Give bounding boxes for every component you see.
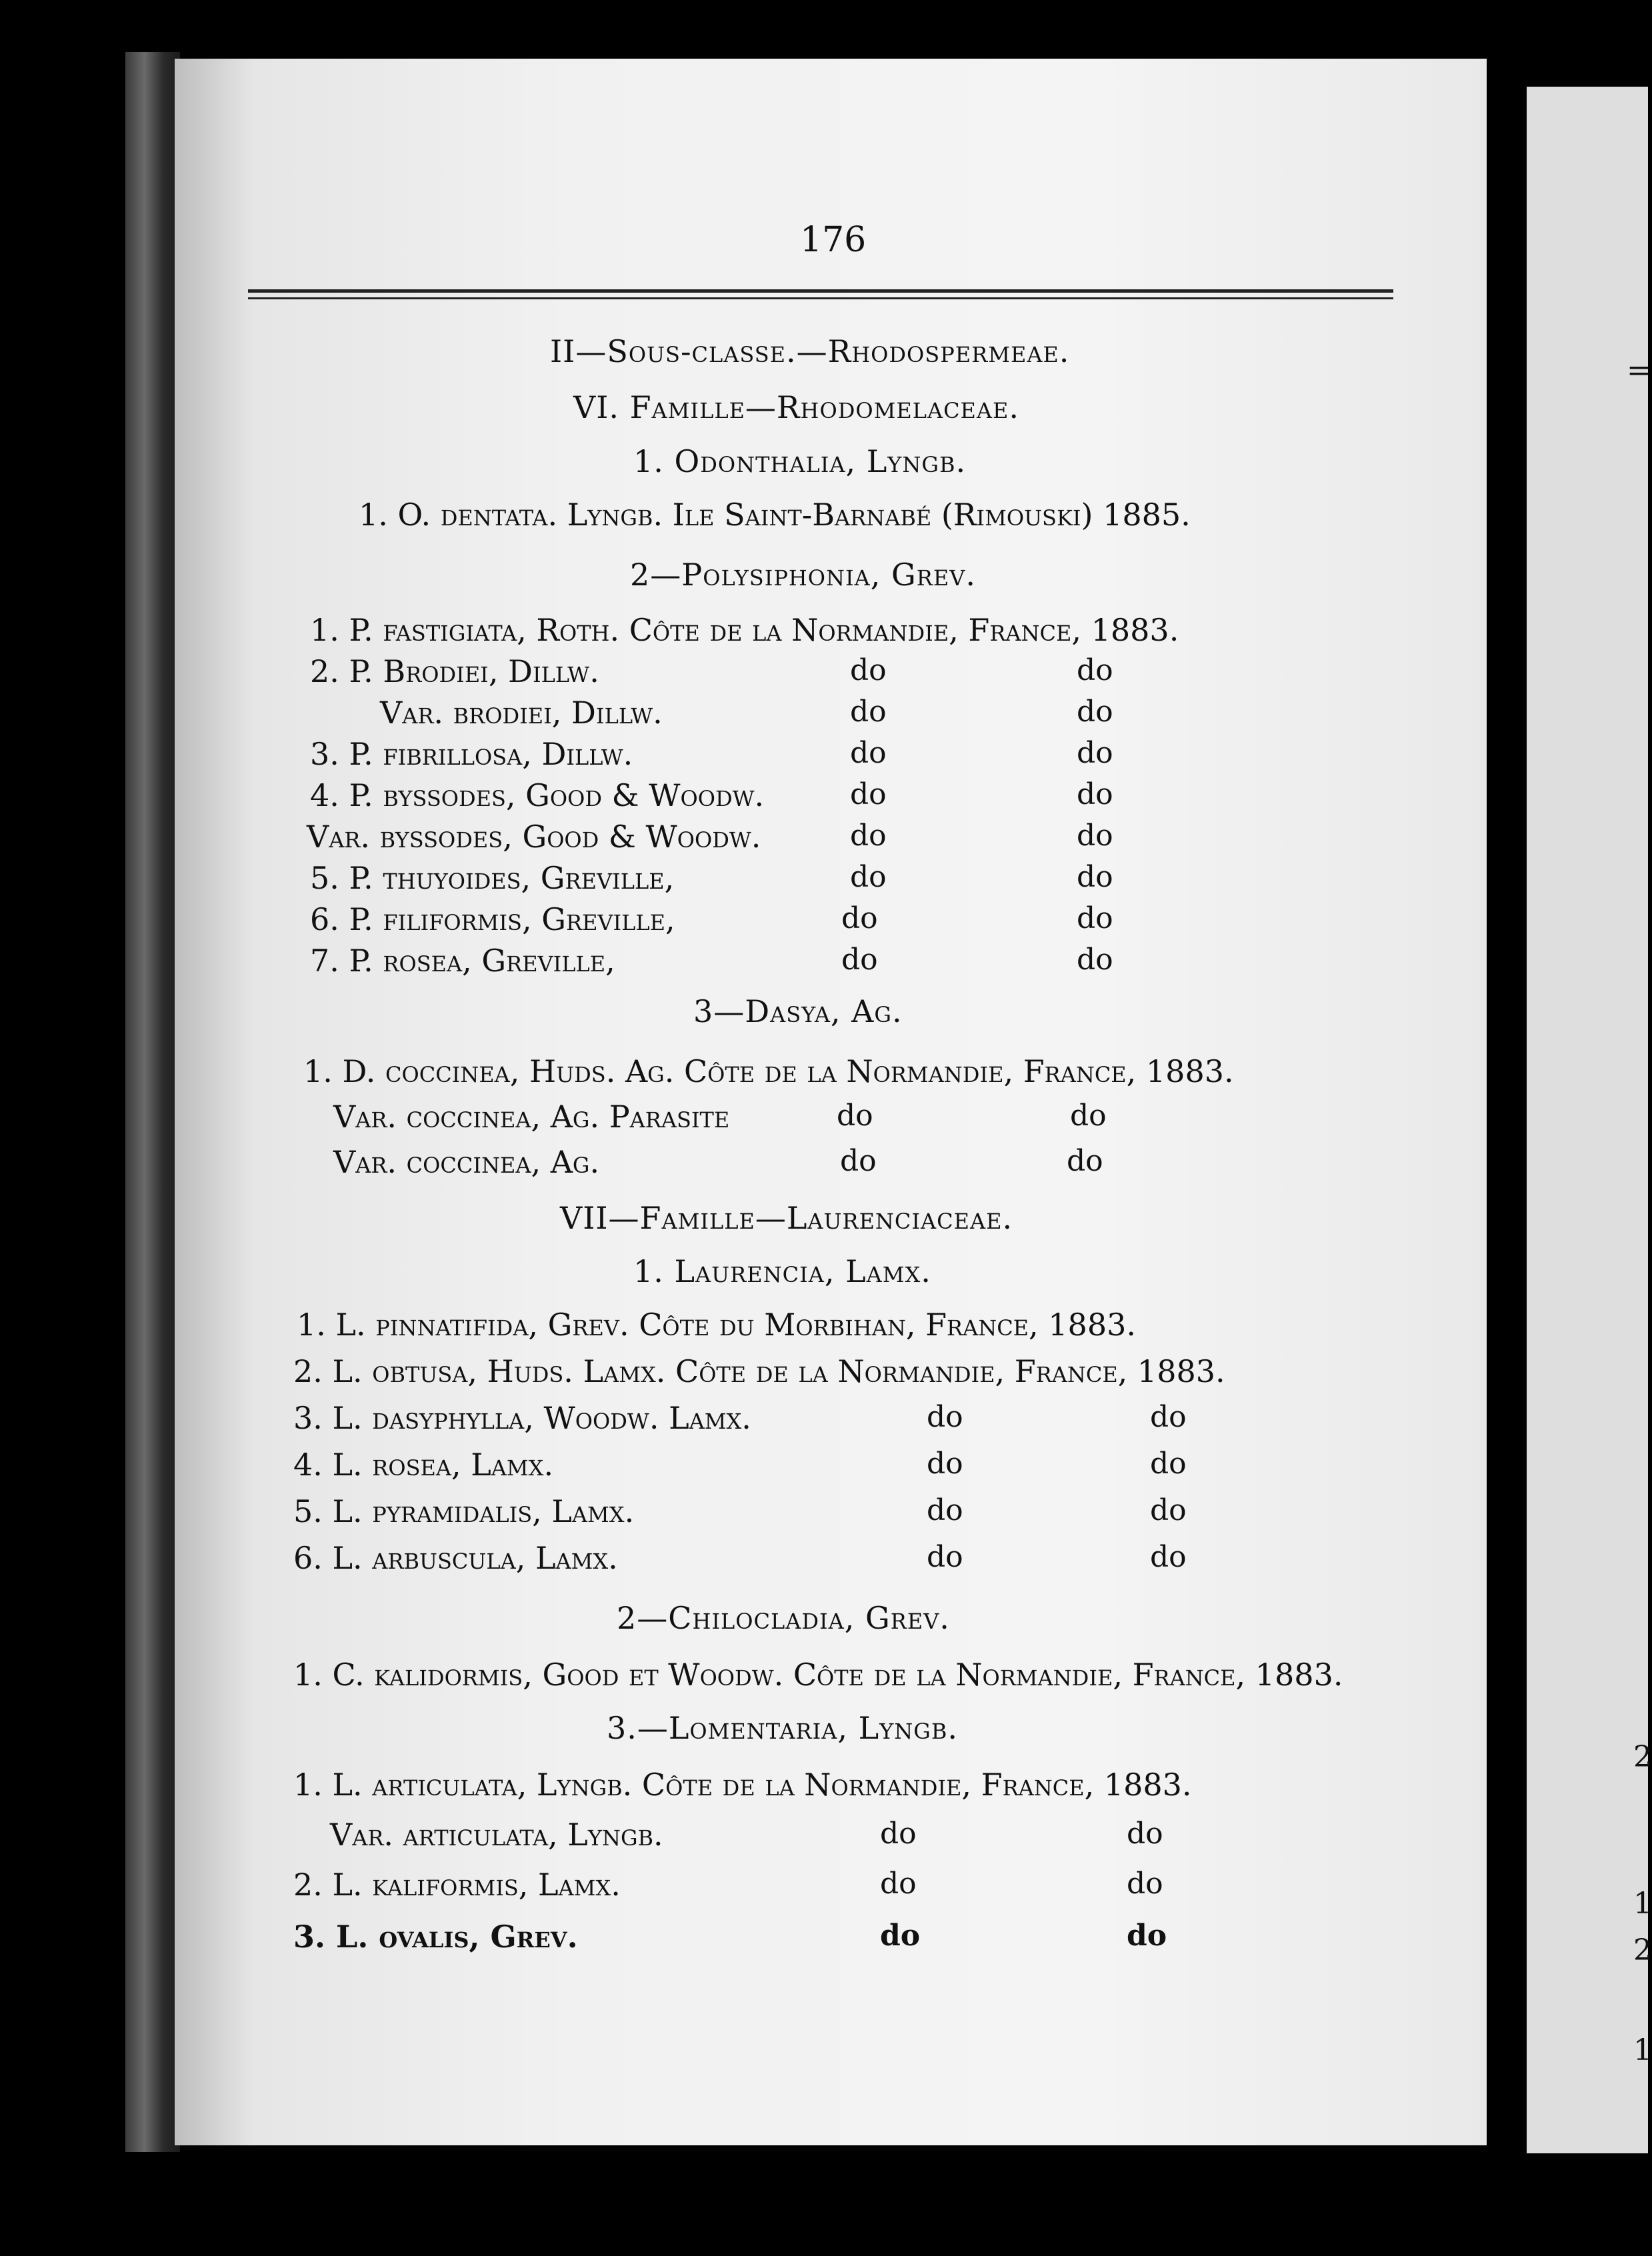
species-entry: 1. L. pinnatifida, Grev. Côte du Morbihan, France, 1883. — [297, 1307, 1136, 1343]
species-entry: 2. L. obtusa, Huds. Lamx. Côte de la Normandie, France, 1883. — [293, 1353, 1225, 1389]
ditto-cell: do — [1127, 1867, 1163, 1901]
family-heading: VI. Famille—Rhodomelaceae. — [573, 389, 1020, 425]
family-heading: VII—Famille—Laurenciaceae. — [560, 1200, 1013, 1236]
genus-heading: 1. Laurencia, Lamx. — [633, 1253, 931, 1289]
facing-page-fragment: 2 — [1633, 1933, 1652, 1967]
ditto-cell: do — [1077, 777, 1113, 811]
facing-page-fragment: 2 — [1633, 1740, 1652, 1774]
ditto-cell: do — [1077, 819, 1113, 853]
species-entry: Var. articulata, Lyngb. — [330, 1817, 663, 1853]
ditto-cell: do — [1127, 1817, 1163, 1851]
species-entry: 1. L. articulata, Lyngb. Côte de la Normandie, France, 1883. — [293, 1767, 1192, 1803]
ditto-cell: do — [841, 901, 878, 935]
species-entry: 1. P. fastigiata, Roth. Côte de la Normandie, France, 1883. — [310, 612, 1179, 648]
ditto-cell: do — [850, 653, 887, 687]
ditto-cell: do — [1067, 1144, 1103, 1178]
ditto-cell: do — [1077, 860, 1113, 894]
species-entry: Var. coccinea, Ag. Parasite — [333, 1099, 730, 1135]
ditto-cell: do — [1077, 901, 1113, 935]
genus-heading: 2—Polysiphonia, Grev. — [630, 557, 976, 593]
species-entry: 6. P. filiformis, Greville, — [310, 901, 675, 937]
ditto-cell: do — [880, 1817, 917, 1851]
species-entry: Var. brodiei, Dillw. — [380, 695, 663, 731]
species-entry: Var. byssodes, Good & Woodw. — [307, 819, 761, 855]
subclass-heading: II—Sous-classe.—Rhodospermeae. — [550, 333, 1070, 369]
header-rule — [248, 289, 1393, 293]
ditto-cell: do — [1077, 943, 1113, 977]
ditto-cell: do — [927, 1493, 963, 1527]
ditto-cell: do — [927, 1447, 963, 1481]
ditto-cell: do — [841, 943, 878, 977]
ditto-cell: do — [850, 819, 887, 853]
species-entry: 5. P. thuyoides, Greville, — [310, 860, 675, 896]
ditto-cell: do — [840, 1144, 877, 1178]
ditto-cell: do — [837, 1099, 873, 1133]
ditto-cell: do — [1070, 1099, 1107, 1133]
facing-page-fragment: = — [1627, 353, 1651, 387]
genus-heading: 1. Odonthalia, Lyngb. — [633, 443, 967, 479]
facing-page-edge — [1527, 87, 1652, 2153]
ditto-cell: do — [1077, 695, 1113, 729]
species-entry: 7. P. rosea, Greville, — [310, 943, 615, 979]
species-entry: 2. P. Brodiei, Dillw. — [310, 653, 599, 689]
facing-page-fragment: 1 — [1633, 2033, 1652, 2067]
genus-heading: 3.—Lomentaria, Lyngb. — [607, 1710, 958, 1746]
species-entry: Var. coccinea, Ag. — [333, 1144, 600, 1180]
species-entry: 1. D. coccinea, Huds. Ag. Côte de la Normandie, France, 1883. — [303, 1053, 1234, 1089]
ditto-cell: do — [880, 1919, 921, 1953]
ditto-cell: do — [1150, 1493, 1187, 1527]
ditto-cell: do — [1077, 736, 1113, 770]
facing-page-fragment: 1 — [1633, 1887, 1652, 1921]
species-entry: 6. L. arbuscula, Lamx. — [293, 1540, 618, 1576]
ditto-cell: do — [1150, 1540, 1187, 1574]
ditto-cell: do — [1127, 1919, 1167, 1953]
ditto-cell: do — [850, 777, 887, 811]
species-entry: 3. L. ovalis, Grev. — [293, 1919, 578, 1955]
book-spine — [125, 52, 180, 2152]
ditto-cell: do — [850, 860, 887, 894]
ditto-cell: do — [1150, 1400, 1187, 1434]
species-entry: 3. P. fibrillosa, Dillw. — [310, 736, 633, 772]
ditto-cell: do — [927, 1540, 963, 1574]
species-entry: 4. L. rosea, Lamx. — [293, 1447, 554, 1483]
ditto-cell: do — [1150, 1447, 1187, 1481]
species-entry: 5. L. pyramidalis, Lamx. — [293, 1493, 635, 1529]
species-entry: 3. L. dasyphylla, Woodw. Lamx. — [293, 1400, 751, 1436]
page-number: 176 — [800, 220, 867, 260]
ditto-cell: do — [850, 695, 887, 729]
species-entry: 4. P. byssodes, Good & Woodw. — [310, 777, 765, 813]
genus-heading: 2—Chilocladia, Grev. — [617, 1600, 950, 1636]
header-rule-thin — [248, 297, 1393, 299]
ditto-cell: do — [850, 736, 887, 770]
species-entry: 2. L. kaliformis, Lamx. — [293, 1867, 621, 1903]
genus-heading: 3—Dasya, Ag. — [693, 993, 903, 1029]
species-entry: 1. O. dentata. Lyngb. Ile Saint-Barnabé (Rimouski) 1885. — [359, 497, 1191, 533]
ditto-cell: do — [927, 1400, 963, 1434]
species-entry: 1. C. kalidormis, Good et Woodw. Côte de la Normandie, France, 1883. — [293, 1657, 1343, 1693]
ditto-cell: do — [1077, 653, 1113, 687]
ditto-cell: do — [880, 1867, 917, 1901]
